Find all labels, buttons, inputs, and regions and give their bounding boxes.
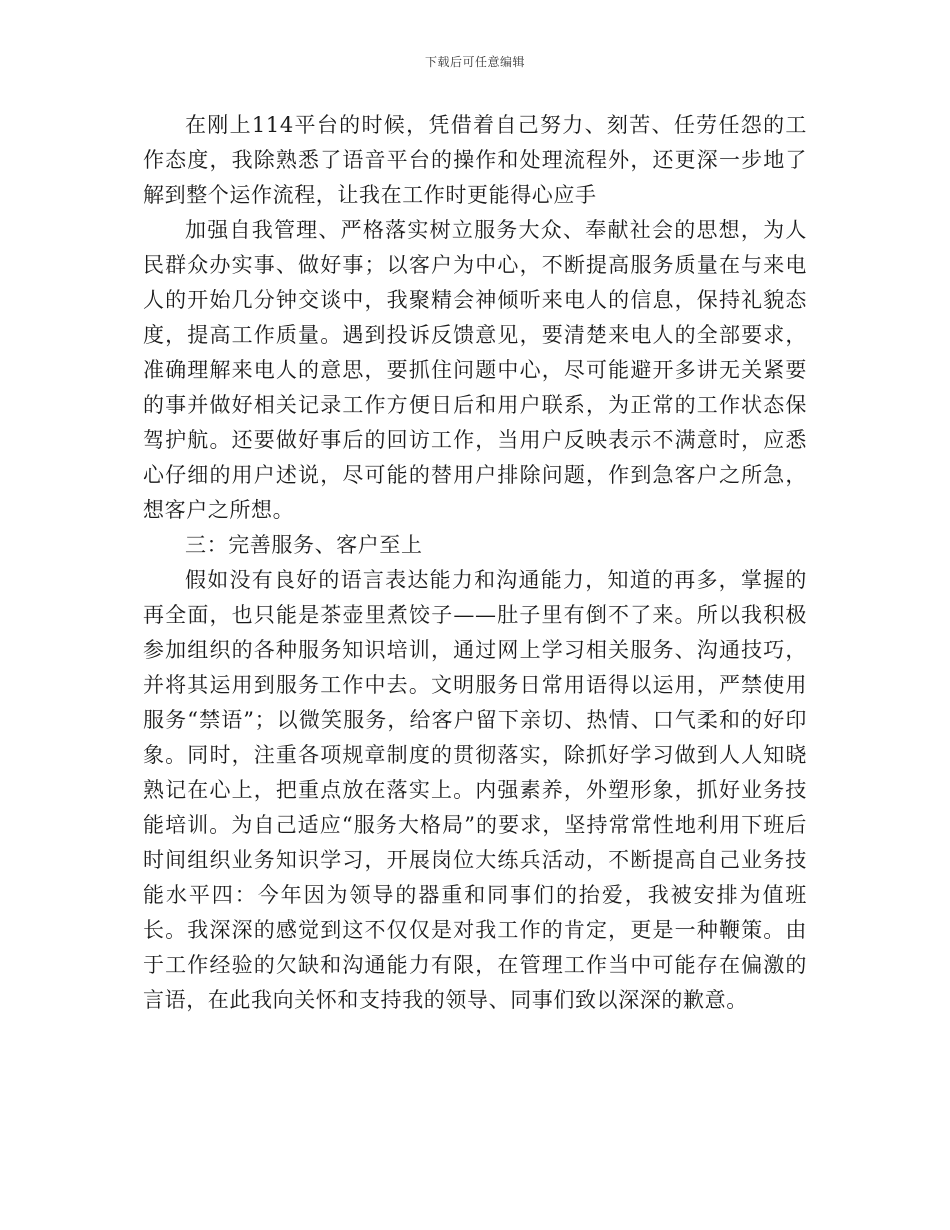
section-heading: 三：完善服务、客户至上 <box>185 533 423 557</box>
document-body <box>143 108 807 1018</box>
paragraph-3: 假如没有良好的语言表达能力和沟通能力，知道的再多，掌握的再全面，也只能是茶壶里煮饺子——肚子里有倒不了来。所以我积极参加组织的各种服务知识培训，通过网上学习相关服务、沟通技巧，并将其运用到服务工作中去。文明服务日常用语得以运用，严禁使用服务“禁语”；以微笑服务，给客户留下亲切、热情、口气柔和的好印象。同时，注重各项规章制度的贯彻落实，除抓好学习做到人人知晓熟记在心上，把重点放在落实上。内强素养，外塑形象，抓好业务技能培训。为自己适应“服务大格局”的要求，坚持常常性地利用下班后时间组织业务知识学习，开展岗位大练兵活动，不断提高自己业务技能水平四：今年因为领导的器重和同事们的抬爱，我被安排为值班长。我深深的感觉到这不仅仅是对我工作的肯定，更是一种鞭策。由于工作经验的欠缺和沟通能力有限，在管理工作当中可能存在偏激的言语，在此我向关怀和支持我的领导、同事们致以深深的歉意。 <box>143 568 807 1012</box>
paragraph-2: 加强自我管理、严格落实树立服务大众、奉献社会的思想，为人民群众办实事、做好事；以客户为中心，不断提高服务质量在与来电人的开始几分钟交谈中，我聚精会神倾听来电人的信息，保持礼貌态度，提高工作质量。遇到投诉反馈意见，要清楚来电人的全部要求，准确理解来电人的意思，要抓住问题中心，尽可能避开多讲无关紧要的事并做好相关记录工作方便日后和用户联系，为正常的工作状态保驾护航。还要做好事后的回访工作，当用户反映表示不满意时，应悉心仔细的用户述说，尽可能的替用户排除问题，作到急客户之所急，想客户之所想。 <box>143 218 807 522</box>
page-header: 下载后可任意编辑 <box>424 55 525 69</box>
paragraph-1: 在刚上114平台的时候，凭借着自己努力、刻苦、任劳任怨的工作态度，我除熟悉了语音平台的操作和处理流程外，还更深一步地了解到整个运作流程，让我在工作时更能得心应手 <box>143 113 807 207</box>
